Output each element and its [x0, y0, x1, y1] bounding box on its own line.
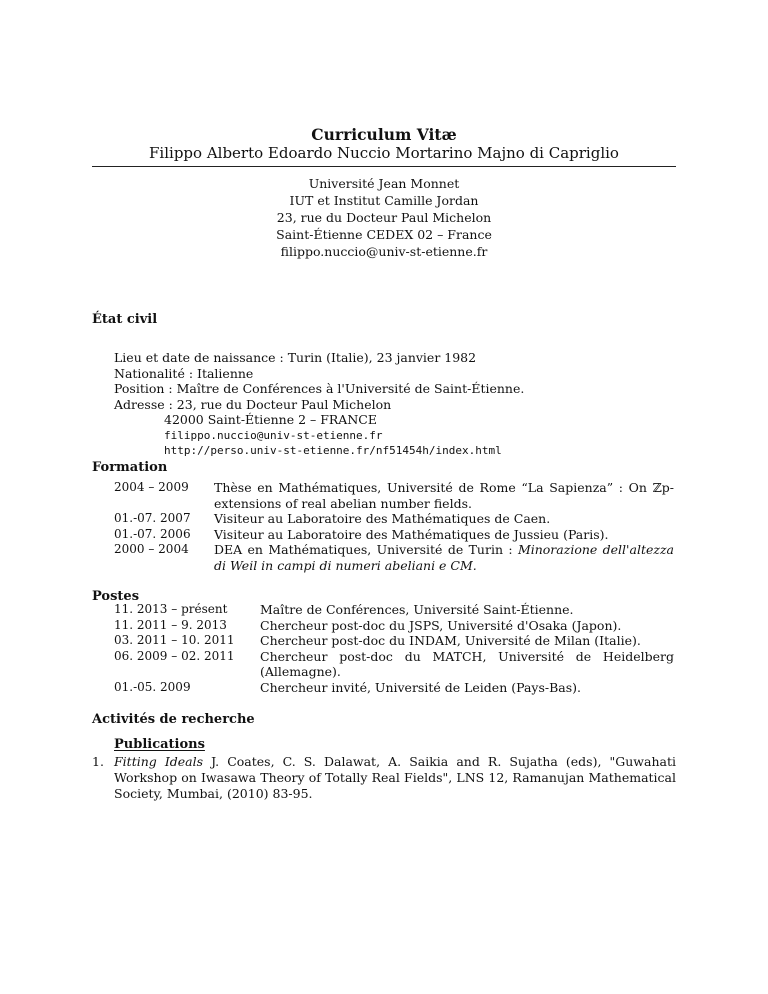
publication-item	[92, 754, 676, 802]
page-title: Curriculum Vitæ	[311, 125, 457, 144]
etat-civil-block	[114, 350, 524, 459]
poste-text: Chercheur post-doc du INDAM, Université de Milan (Italie).	[260, 633, 641, 648]
formation-date: 2000 – 2004	[114, 542, 189, 556]
formation-date: 2004 – 2009	[114, 480, 189, 494]
formation-date: 01.-07. 2007	[114, 511, 191, 525]
poste-item	[114, 649, 674, 680]
formation-text	[214, 542, 674, 573]
formation-text: Visiteur au Laboratoire des Mathématiques de Jussieu (Paris).	[214, 526, 609, 542]
section-heading-recherche: Activités de recherche	[92, 712, 255, 727]
address-line: Université Jean Monnet	[308, 176, 460, 191]
publication-text	[114, 754, 676, 802]
address-email: filippo.nuccio@univ-st-etienne.fr	[280, 244, 488, 259]
website-link[interactable]: http://perso.univ-st-etienne.fr/nf51454h/index.html	[164, 444, 502, 457]
poste-item	[114, 602, 674, 618]
email-link[interactable]: filippo.nuccio@univ-st-etienne.fr	[164, 428, 383, 442]
poste-date: 11. 2013 – présent	[114, 602, 228, 616]
publication-details: J. Coates, C. S. Dalawat, A. Saikia and R. Sujatha (eds), "Guwahati Workshop on Iwasawa Theory of Totally Real Fields", LNS 12, Ramanujan Mathematical Society, Mumbai, (2010) 83-95.	[114, 754, 676, 801]
cv-header	[0, 125, 768, 163]
poste-date: 01.-05. 2009	[114, 679, 191, 694]
formation-item	[114, 480, 674, 511]
address-line: Saint-Étienne CEDEX 02 – France	[276, 227, 492, 242]
formation-item	[114, 511, 674, 527]
formation-date: 01.-07. 2006	[114, 526, 191, 541]
publication-number: 1.	[92, 754, 104, 769]
poste-item	[114, 633, 674, 649]
formation-item	[114, 527, 674, 543]
publications-list	[92, 754, 676, 802]
poste-text: Maître de Conférences, Université Saint-Étienne.	[260, 602, 574, 617]
poste-item	[114, 680, 674, 696]
address-line: 23, rue du Docteur Paul Michelon	[276, 210, 492, 225]
thesis-title: Minorazione dell'altezza di Weil in campi di numeri abeliani e CM.	[214, 542, 674, 573]
address-line: IUT et Institut Camille Jordan	[289, 193, 479, 208]
section-heading-formation: Formation	[92, 460, 168, 475]
section-heading-etat-civil: État civil	[92, 312, 158, 327]
postal-address-line2: 42000 Saint-Étienne 2 – FRANCE	[164, 412, 377, 427]
postes-list	[114, 602, 674, 695]
postal-address-line1: Adresse : 23, rue du Docteur Paul Michelon	[114, 396, 392, 412]
header-divider	[92, 166, 676, 167]
position-info: Position : Maître de Conférences à l'Université de Saint-Étienne.	[114, 381, 525, 396]
poste-text: Chercheur invité, Université de Leiden (Pays-Bas).	[260, 679, 582, 695]
person-name: Filippo Alberto Edoardo Nuccio Mortarino Majno di Capriglio	[149, 144, 619, 162]
formation-text: Visiteur au Laboratoire des Mathématiques de Caen.	[214, 511, 551, 526]
formation-text: Thèse en Mathématiques, Université de Rome “La Sapienza” : On ℤp-extensions of real abelian number fields.	[214, 480, 674, 511]
formation-item	[114, 542, 674, 573]
poste-text: Chercheur post-doc du JSPS, Université d'Osaka (Japon).	[260, 617, 622, 633]
poste-date: 11. 2011 – 9. 2013	[114, 617, 227, 632]
birth-info: Lieu et date de naissance : Turin (Italie), 23 janvier 1982	[114, 350, 477, 365]
poste-date: 03. 2011 – 10. 2011	[114, 633, 235, 647]
publication-title: Fitting Ideals	[114, 754, 204, 769]
formation-list	[114, 480, 674, 573]
formation-text-main: DEA en Mathématiques, Université de Turin :	[214, 542, 518, 557]
poste-date: 06. 2009 – 02. 2011	[114, 648, 235, 663]
institution-address	[0, 175, 768, 260]
section-heading-postes: Postes	[92, 589, 140, 604]
poste-text: Chercheur post-doc du MATCH, Université de Heidelberg (Allemagne).	[260, 648, 674, 679]
poste-item	[114, 618, 674, 634]
nationality-info: Nationalité : Italienne	[114, 365, 254, 381]
publications-heading: Publications	[114, 737, 205, 752]
